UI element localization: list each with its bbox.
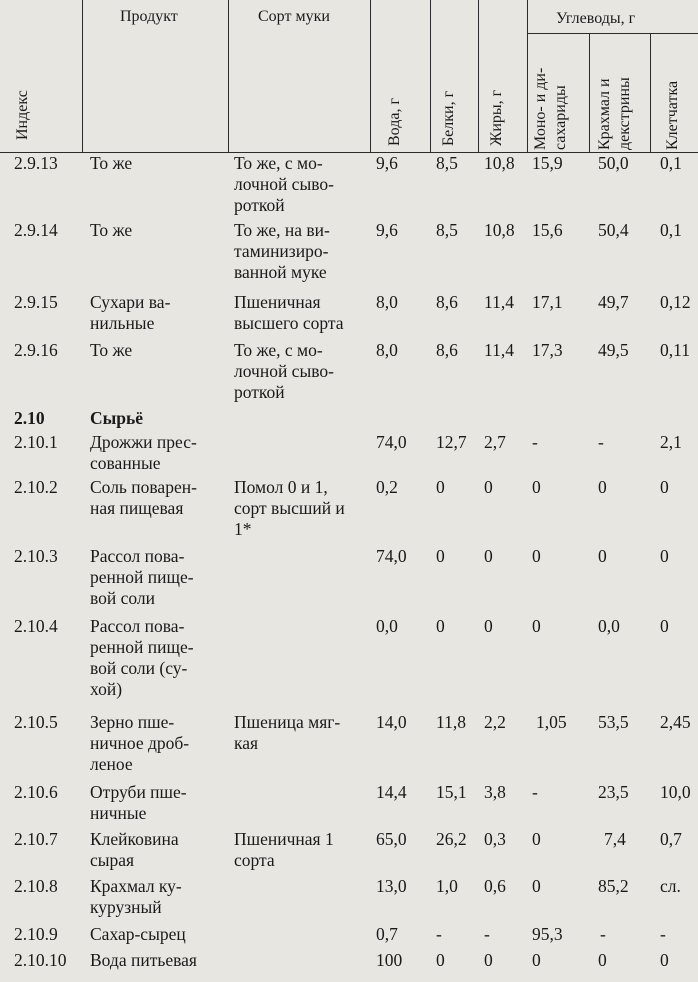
row-protein: 0: [436, 477, 445, 497]
row-water: 0,7: [376, 924, 398, 944]
header-fat: Жиры, г: [488, 89, 505, 146]
row-fiber: 2,1: [660, 432, 682, 452]
row-fat: 0: [484, 546, 493, 566]
row-id: 2.10.3: [14, 546, 58, 566]
row-flour: Пшеничная 1 сорта: [234, 829, 334, 870]
row-id: 2.9.13: [14, 153, 58, 173]
row-id: 2.9.14: [14, 220, 58, 240]
row-name: Рассол пова- ренной пище- вой соли: [90, 546, 194, 608]
row-starch: 53,5: [598, 712, 629, 732]
row-fiber: 10,0: [660, 782, 691, 802]
row-protein: 15,1: [436, 782, 467, 802]
row-water: 14,0: [376, 712, 407, 732]
row-starch: 0,0: [598, 616, 620, 636]
row-flour: Помол 0 и 1, сорт высший и 1*: [234, 477, 345, 539]
row-protein: 8,6: [436, 292, 458, 312]
row-name: Сухари ва- нильные: [90, 292, 171, 333]
row-protein: 0: [436, 546, 445, 566]
row-fiber: 2,45: [660, 712, 691, 732]
header-starch-2: декстрины: [616, 77, 633, 150]
row-starch: 7,4: [604, 829, 626, 849]
header-protein: Белки, г: [440, 90, 457, 146]
row-mono: 1,05: [536, 712, 567, 732]
grid-line: [589, 33, 590, 152]
row-protein: -: [436, 924, 442, 944]
row-name: То же: [90, 340, 133, 360]
grid-line: [430, 0, 431, 152]
row-fiber: 0: [660, 546, 669, 566]
row-water: 9,6: [376, 220, 398, 240]
row-id: 2.10.6: [14, 782, 58, 802]
grid-line: [228, 0, 229, 152]
row-id: 2.10.7: [14, 829, 58, 849]
row-name: То же: [90, 153, 133, 173]
row-starch: -: [600, 924, 606, 944]
row-name: Рассол пова- ренной пище- вой соли (су- хой): [90, 616, 194, 699]
row-name: Вода питьевая: [90, 950, 197, 970]
row-fat: 2,7: [484, 432, 506, 452]
row-mono: 0: [532, 477, 541, 497]
header-index: Индекс: [14, 90, 31, 140]
row-mono: 15,9: [532, 153, 563, 173]
row-id: 2.10.4: [14, 616, 58, 636]
row-flour: Пшеничная высшего сорта: [234, 292, 344, 333]
row-id: 2.10.10: [14, 950, 67, 970]
row-id: 2.9.15: [14, 292, 58, 312]
row-protein: 26,2: [436, 829, 467, 849]
grid-line: [478, 0, 479, 152]
row-water: 74,0: [376, 546, 407, 566]
row-id: 2.10.5: [14, 712, 58, 732]
row-mono: 0: [532, 950, 541, 970]
row-name: Клейковина сырая: [90, 829, 179, 870]
row-fiber: 0,7: [660, 829, 682, 849]
row-starch: 49,5: [598, 340, 629, 360]
row-starch: -: [598, 432, 604, 452]
row-fiber: 0: [660, 477, 669, 497]
row-protein: 0: [436, 950, 445, 970]
row-mono: -: [532, 782, 538, 802]
row-fat: 3,8: [484, 782, 506, 802]
row-water: 74,0: [376, 432, 407, 452]
row-water: 65,0: [376, 829, 407, 849]
row-water: 0,0: [376, 616, 398, 636]
row-water: 100: [376, 950, 403, 970]
row-starch: 23,5: [598, 782, 629, 802]
row-id: 2.10.2: [14, 477, 58, 497]
row-mono: 0: [532, 616, 541, 636]
row-water: 9,6: [376, 153, 398, 173]
row-fat: 0: [484, 950, 493, 970]
header-water: Вода, г: [386, 97, 403, 146]
section-id: 2.10: [14, 408, 45, 428]
row-starch: 85,2: [598, 876, 629, 896]
row-starch: 0: [598, 546, 607, 566]
row-starch: 50,4: [598, 220, 629, 240]
row-name: Соль поварен- ная пищевая: [90, 477, 197, 518]
row-flour: То же, на ви- таминизиро- ванной муке: [234, 220, 330, 282]
header-flour: Сорт муки: [258, 8, 330, 25]
row-fat: -: [484, 924, 490, 944]
row-protein: 12,7: [436, 432, 467, 452]
grid-line: [650, 33, 651, 152]
row-name: Сахар-сырец: [90, 924, 186, 944]
header-carbs: Углеводы, г: [556, 10, 636, 27]
row-fat: 10,8: [484, 220, 515, 240]
row-fiber: 0,1: [660, 153, 682, 173]
row-protein: 8,5: [436, 153, 458, 173]
row-fat: 0,3: [484, 829, 506, 849]
row-fat: 0: [484, 616, 493, 636]
row-fat: 11,4: [484, 340, 514, 360]
grid-line: [370, 0, 371, 152]
row-water: 13,0: [376, 876, 407, 896]
header-mono-2: сахариды: [552, 85, 569, 150]
row-mono: 95,3: [532, 924, 563, 944]
row-protein: 0: [436, 616, 445, 636]
row-id: 2.10.9: [14, 924, 58, 944]
row-starch: 0: [598, 950, 607, 970]
row-fiber: 0: [660, 950, 669, 970]
grid-line: [527, 33, 698, 34]
row-protein: 8,6: [436, 340, 458, 360]
row-starch: 49,7: [598, 292, 629, 312]
row-fat: 2,2: [484, 712, 506, 732]
row-name: Дрожжи прес- сованные: [90, 432, 197, 473]
row-fat: 0: [484, 477, 493, 497]
row-id: 2.10.1: [14, 432, 58, 452]
row-mono: 17,3: [532, 340, 563, 360]
header-mono-1: Моно- и ди-: [532, 67, 549, 150]
row-fiber: 0,12: [660, 292, 691, 312]
section-title: Сырьё: [90, 408, 144, 428]
row-fiber: 0,11: [660, 340, 690, 360]
row-name: Зерно пше- ничное дроб- леное: [90, 712, 190, 774]
row-water: 14,4: [376, 782, 407, 802]
row-fiber: 0: [660, 616, 669, 636]
row-name: То же: [90, 220, 133, 240]
row-fiber: -: [660, 924, 666, 944]
row-water: 0,2: [376, 477, 398, 497]
row-water: 8,0: [376, 340, 398, 360]
row-name: Крахмал ку- курузный: [90, 876, 182, 917]
grid-line: [527, 0, 528, 152]
row-mono: 15,6: [532, 220, 563, 240]
row-starch: 0: [598, 477, 607, 497]
row-mono: -: [532, 432, 538, 452]
row-mono: 0: [532, 829, 541, 849]
header-product: Продукт: [120, 8, 178, 25]
row-starch: 50,0: [598, 153, 629, 173]
row-id: 2.9.16: [14, 340, 58, 360]
row-fiber: сл.: [660, 876, 681, 896]
row-protein: 1,0: [436, 876, 458, 896]
grid-line: [82, 0, 83, 152]
row-mono: 0: [532, 546, 541, 566]
row-protein: 11,8: [436, 712, 466, 732]
row-id: 2.10.8: [14, 876, 58, 896]
row-fat: 10,8: [484, 153, 515, 173]
row-name: Отруби пше- ничные: [90, 782, 187, 823]
row-fat: 0,6: [484, 876, 506, 896]
row-fiber: 0,1: [660, 220, 682, 240]
row-flour: То же, с мо- лочной сыво- роткой: [234, 153, 334, 215]
row-mono: 0: [532, 876, 541, 896]
row-flour: Пшеница мяг- кая: [234, 712, 341, 753]
row-water: 8,0: [376, 292, 398, 312]
row-flour: То же, с мо- лочной сыво- роткой: [234, 340, 334, 402]
row-protein: 8,5: [436, 220, 458, 240]
row-mono: 17,1: [532, 292, 563, 312]
header-starch-1: Крахмал и: [596, 78, 613, 150]
row-fat: 11,4: [484, 292, 514, 312]
header-fiber: Клетчатка: [664, 80, 681, 150]
